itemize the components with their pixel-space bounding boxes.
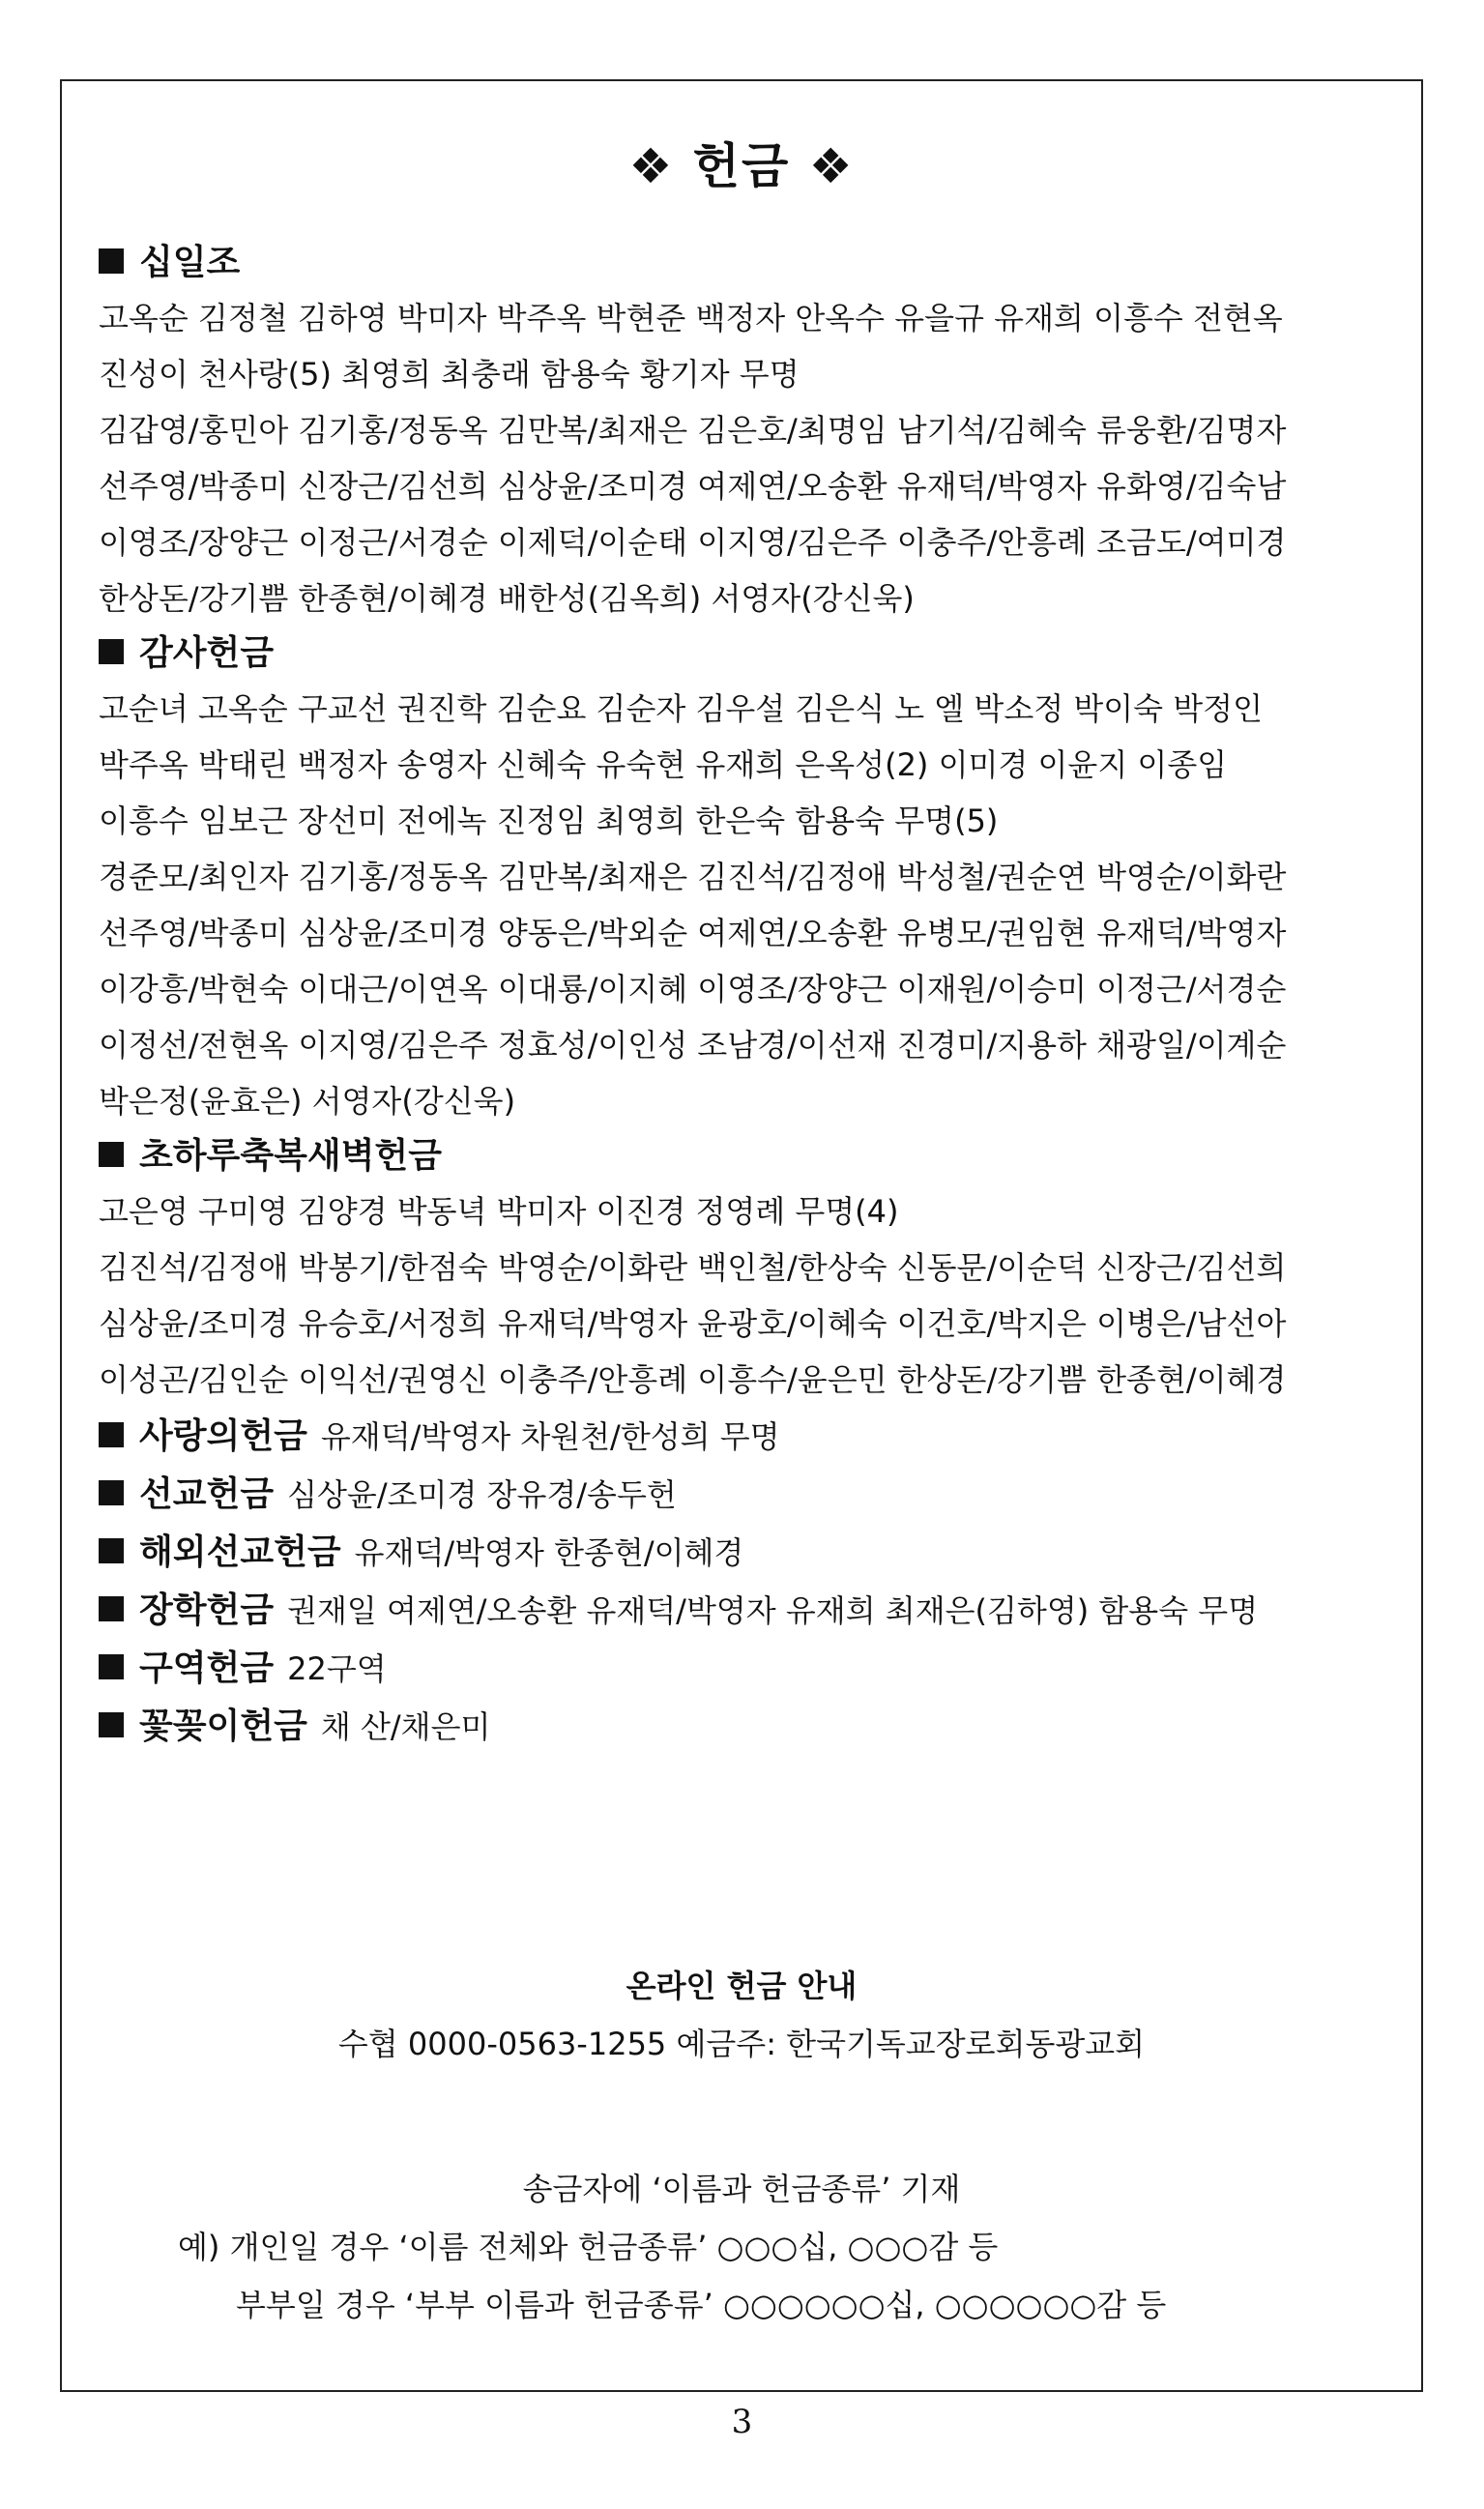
section-title: 초하루축복새벽헌금 <box>139 1136 442 1176</box>
remittance-notes <box>62 2160 1421 2334</box>
note-line: 송금자에 ‘이름과 헌금종류’ 기재 <box>522 2171 961 2207</box>
section-names: 심상윤/조미경 장유경/송두헌 <box>287 1476 677 1513</box>
section-names: 채 산/채은미 <box>320 1708 491 1745</box>
section-title: 장학헌금 <box>139 1590 275 1630</box>
page-title: ❖ 헌금 ❖ <box>628 138 855 194</box>
section-mission-offering <box>99 1466 1384 1524</box>
section-district-offering <box>99 1640 1384 1698</box>
section-title: 십일조 <box>139 243 241 282</box>
section-title: 감사헌금 <box>139 633 275 673</box>
section-names: 22구역 <box>287 1650 387 1687</box>
name-line: 경준모/최인자 김기홍/정동옥 김만복/최재은 김진석/김정애 박성철/권순연 박영순/이화란 <box>99 859 1287 895</box>
name-line: 이흥수 임보근 장선미 전에녹 진정임 최영희 한은숙 함용숙 무명(5) <box>99 802 999 839</box>
section-overseas-mission-offering <box>99 1524 1384 1582</box>
section-title: 사랑의헌금 <box>139 1416 307 1456</box>
section-names: 유재덕/박영자 차원천/한성희 무명 <box>320 1418 780 1455</box>
section-heading-tithe <box>99 236 1384 290</box>
square-bullet-icon <box>99 639 124 664</box>
name-line: 이성곤/김인순 이익선/권영신 이충주/안흥례 이흥수/윤은민 한상돈/강기쁨 한종현/이혜경 <box>99 1361 1287 1398</box>
square-bullet-icon <box>99 1712 124 1737</box>
square-bullet-icon <box>99 1654 124 1679</box>
square-bullet-icon <box>99 1422 124 1447</box>
section-heading-dawn-offering <box>99 1129 1384 1183</box>
name-line: 김진석/김정애 박봉기/한점숙 박영순/이화란 백인철/한상숙 신동문/이순덕 신장근/김선희 <box>99 1249 1287 1286</box>
page-number: 3 <box>731 2403 753 2441</box>
name-line: 선주영/박종미 신장근/김선희 심상윤/조미경 여제연/오송환 유재덕/박영자 유화영/김숙남 <box>99 468 1287 505</box>
section-names: 권재일 여제연/오송환 유재덕/박영자 유재희 최재은(김하영) 함용숙 무명 <box>287 1592 1259 1629</box>
name-line: 이영조/장양근 이정근/서경순 이제덕/이순태 이지영/김은주 이충주/안흥례 조금도/여미경 <box>99 524 1287 561</box>
name-line: 이정선/전현옥 이지영/김은주 정효성/이인성 조남경/이선재 진경미/지용하 채광일/이계순 <box>99 1027 1287 1064</box>
name-line: 고은영 구미영 김양경 박동녁 박미자 이진경 정영례 무명(4) <box>99 1193 899 1230</box>
square-bullet-icon <box>99 1596 124 1621</box>
name-line: 진성이 천사랑(5) 최영희 최충래 함용숙 황기자 무명 <box>99 356 800 393</box>
section-love-offering <box>99 1408 1384 1466</box>
section-title: 해외선교헌금 <box>139 1532 341 1572</box>
online-offering-heading: 온라인 헌금 안내 <box>626 1968 858 2004</box>
page-frame <box>60 79 1423 2392</box>
note-line: 부부일 경우 ‘부부 이름과 헌금종류’ ○○○○○○십, ○○○○○○감 등 <box>236 2287 1167 2323</box>
square-bullet-icon <box>99 1142 124 1167</box>
section-title: 꽃꽂이헌금 <box>139 1707 307 1746</box>
section-title: 선교헌금 <box>139 1474 275 1514</box>
square-bullet-icon <box>99 1480 124 1505</box>
online-offering-info <box>62 1957 1421 2073</box>
name-line: 심상윤/조미경 유승호/서정희 유재덕/박영자 윤광호/이혜숙 이건호/박지은 이병은/남선아 <box>99 1305 1287 1342</box>
section-names: 유재덕/박영자 한종현/이혜경 <box>354 1534 744 1571</box>
name-line: 박은정(윤효은) 서영자(강신욱) <box>99 1083 516 1120</box>
name-line: 이강흥/박현숙 이대근/이연옥 이대룡/이지혜 이영조/장양근 이재원/이승미 이정근/서경순 <box>99 971 1287 1007</box>
note-line: 예) 개인일 경우 ‘이름 전체와 헌금종류’ ○○○십, ○○○감 등 <box>178 2229 999 2265</box>
name-line: 선주영/박종미 심상윤/조미경 양동은/박외순 여제연/오송환 유병모/권임현 유재덕/박영자 <box>99 915 1287 951</box>
section-flower-offering <box>99 1698 1384 1756</box>
offering-list <box>99 236 1384 1756</box>
bank-account-info: 수협 0000-0563-1255 예금주: 한국기독교장로회동광교회 <box>337 2026 1146 2062</box>
name-line: 박주옥 박태린 백정자 송영자 신혜숙 유숙현 유재희 은옥성(2) 이미경 이윤지 이종임 <box>99 746 1228 783</box>
section-title: 구역헌금 <box>139 1648 275 1688</box>
name-line: 김갑영/홍민아 김기홍/정동옥 김만복/최재은 김은호/최명임 남기석/김혜숙 류웅환/김명자 <box>99 412 1287 449</box>
square-bullet-icon <box>99 248 124 274</box>
name-line: 한상돈/강기쁨 한종현/이혜경 배한성(김옥희) 서영자(강신욱) <box>99 580 915 617</box>
square-bullet-icon <box>99 1538 124 1563</box>
name-line: 고옥순 김정철 김하영 박미자 박주옥 박현준 백정자 안옥수 유을규 유재희 이흥수 전현옥 <box>99 300 1283 336</box>
section-scholarship-offering <box>99 1582 1384 1640</box>
name-line: 고순녀 고옥순 구교선 권진학 김순요 김순자 김우설 김은식 노 엘 박소정 박이숙 박정인 <box>99 690 1263 727</box>
section-heading-thanksgiving <box>99 627 1384 681</box>
